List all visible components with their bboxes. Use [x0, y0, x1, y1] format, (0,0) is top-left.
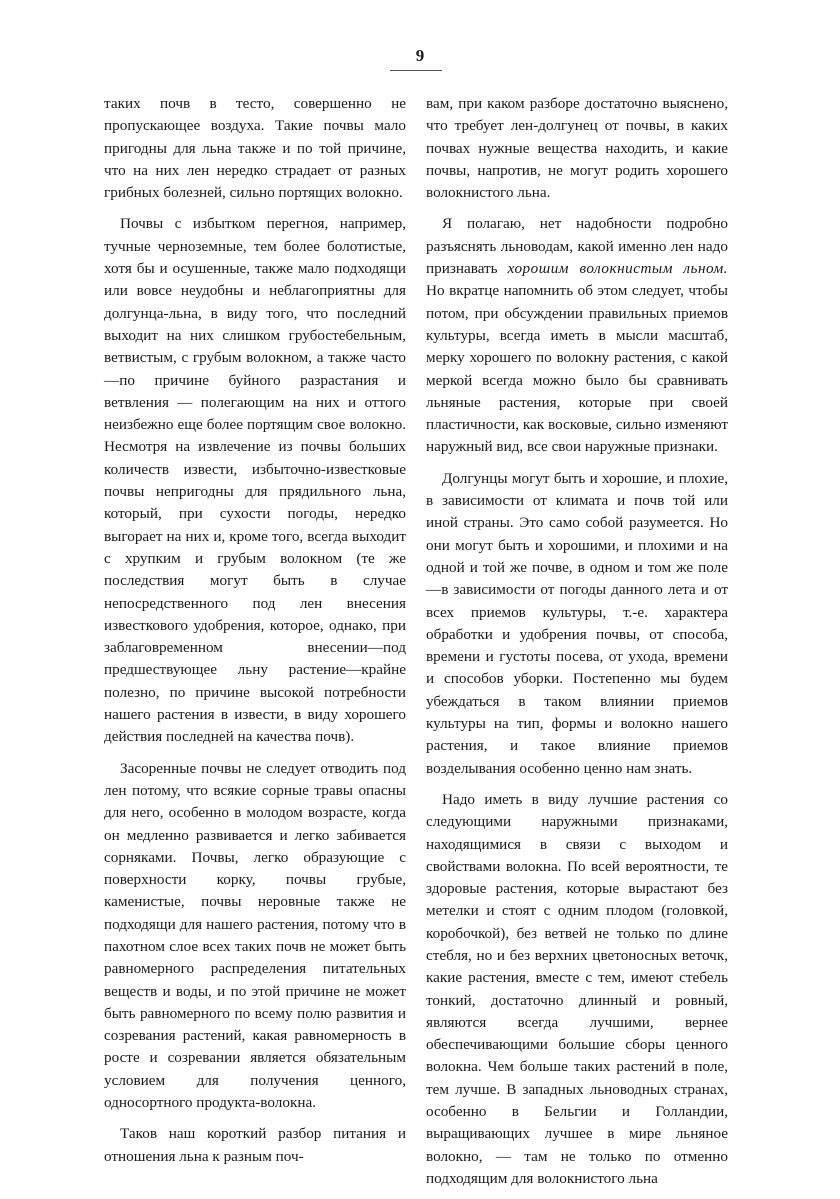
right-paragraph-2-end: Но вкратце напомнить об этом следует, чтобы потом, при обсуждении правильных приемов культуры, всегда иметь в мысли масштаб, мерку хорошего по волокну растения, с какой меркой всегда можно было бы сравнивать льняные растения, которые при своей пластичности, как восковые, сильно изменяют наружный вид, все свои наружные признаки. [426, 282, 728, 456]
page-number-rule [390, 70, 442, 71]
left-paragraph-3: Засоренные почвы не следует отводить под лен потому, что всякие сорные травы опасны для него, особенно в молодом возрасте, когда он медленно развивается и легко забивается сорняками. Почвы, легко образующие с поверхности корку, почвы грубые, каменистые, почвы неровные также не подходящи для нашего растения, потому что в пахотном слое всех таких почв не может быть равномерного распределения питательных веществ и воды, и по этой причине не может быть равномерного по всему полю развития и созревания растений, какая равномерность в росте и созревании является обязательным условием для получения ценного, односортного продукта-волокна. [104, 759, 406, 1112]
page-number: 9 [415, 46, 425, 65]
right-paragraph-2 [426, 213, 728, 458]
right-paragraph-2-emphasis: хорошим волокнистым льном. [507, 260, 728, 278]
right-paragraph-2-start: Я полагаю, нет надобности подробно разъяснять льноводам, какой именно лен надо признавать [426, 215, 728, 278]
left-paragraph-1: таких почв в тесто, совершенно не пропускающее воздуха. Такие почвы мало пригодны для льна также и по той причине, что на них лен нередко страдает от разных грибных болезней, сильно портящих волокно. [104, 95, 406, 202]
right-paragraph-4: Надо иметь в виду лучшие растения со следующими наружными признаками, находящимися в связи с выходом и свойствами волокна. По всей вероятности, те здоровые растения, которые вырастают без метелки и стоят с одним плодом (головкой, коробочкой), без ветвей не только по длине стебля, но и без верхних цветоносных веточк, какие растения, вместе с тем, имеют стебель тонкий, достаточно длинный и ровный, являются всегда лучшими, вернее обеспечивающими большие сборы ценного волокна. Чем больше таких растений в поле, тем лучше. В западных льноводных странах, особенно в Бельгии и Голландии, выращивающих лучшее в мире льняное волокно, — там не только по отменно подходящим для волокнистого льна [426, 790, 728, 1187]
right-paragraph-1: вам, при каком разборе достаточно выяснено, что требует лен-долгунец от почвы, в каких почвах нужные вещества находить, и какие почвы, напротив, не могут родить хорошего волокнистого льна. [426, 95, 728, 202]
right-paragraph-3: Долгунцы могут быть и хорошие, и плохие, в зависимости от климата и почв той или иной страны. Это само собой разумеется. Но они могут быть и хорошими, и плохими и на одной и той же почве, в одном и том же поле—в зависимости от погоды данного лета и от всех приемов культуры, т.-е. характера обработки и удобрения почвы, от способа, времени и густоты посева, от ухода, времени и способов уборки. Постепенно мы будем убеждаться в таком влиянии приемов культуры на тип, формы и волокно нашего растения, и такое влияние приемов возделывания особенно ценно нам знать. [426, 469, 728, 777]
left-paragraph-4: Таков наш короткий разбор питания и отношения льна к разным поч- [104, 1125, 406, 1165]
left-paragraph-2: Почвы с избытком перегноя, например, тучные черноземные, тем более болотистые, хотя бы и осушенные, также мало подходящи или вовсе неудобны и неблагоприятны для долгунца-льна, в виду того, что последний выходит на них слишком грубостебельным, ветвистым, с грубым волокном, а также часто—по причине буйного разрастания и ветвления — полегающим на них и оттого неизбежно еще более портящим свое волокно. Несмотря на извлечение из почвы больших количеств извести, избыточно-известковые почвы непригодны для прядильного льна, который, при сухости погоды, нередко выгорает на них и, кроме того, всегда выходит с хрупким и грубым волокном (те же последствия могут быть в случае непосредственного под лен внесения известкового удобрения, которое, однако, при заблаговременном внесении—под предшествующее льну растение—крайне полезно, по причине высокой потребности нашего растения в извести, в виду хорошего действия последней на качества почв). [104, 215, 406, 746]
left-column [104, 93, 406, 1177]
right-column [426, 93, 728, 1199]
